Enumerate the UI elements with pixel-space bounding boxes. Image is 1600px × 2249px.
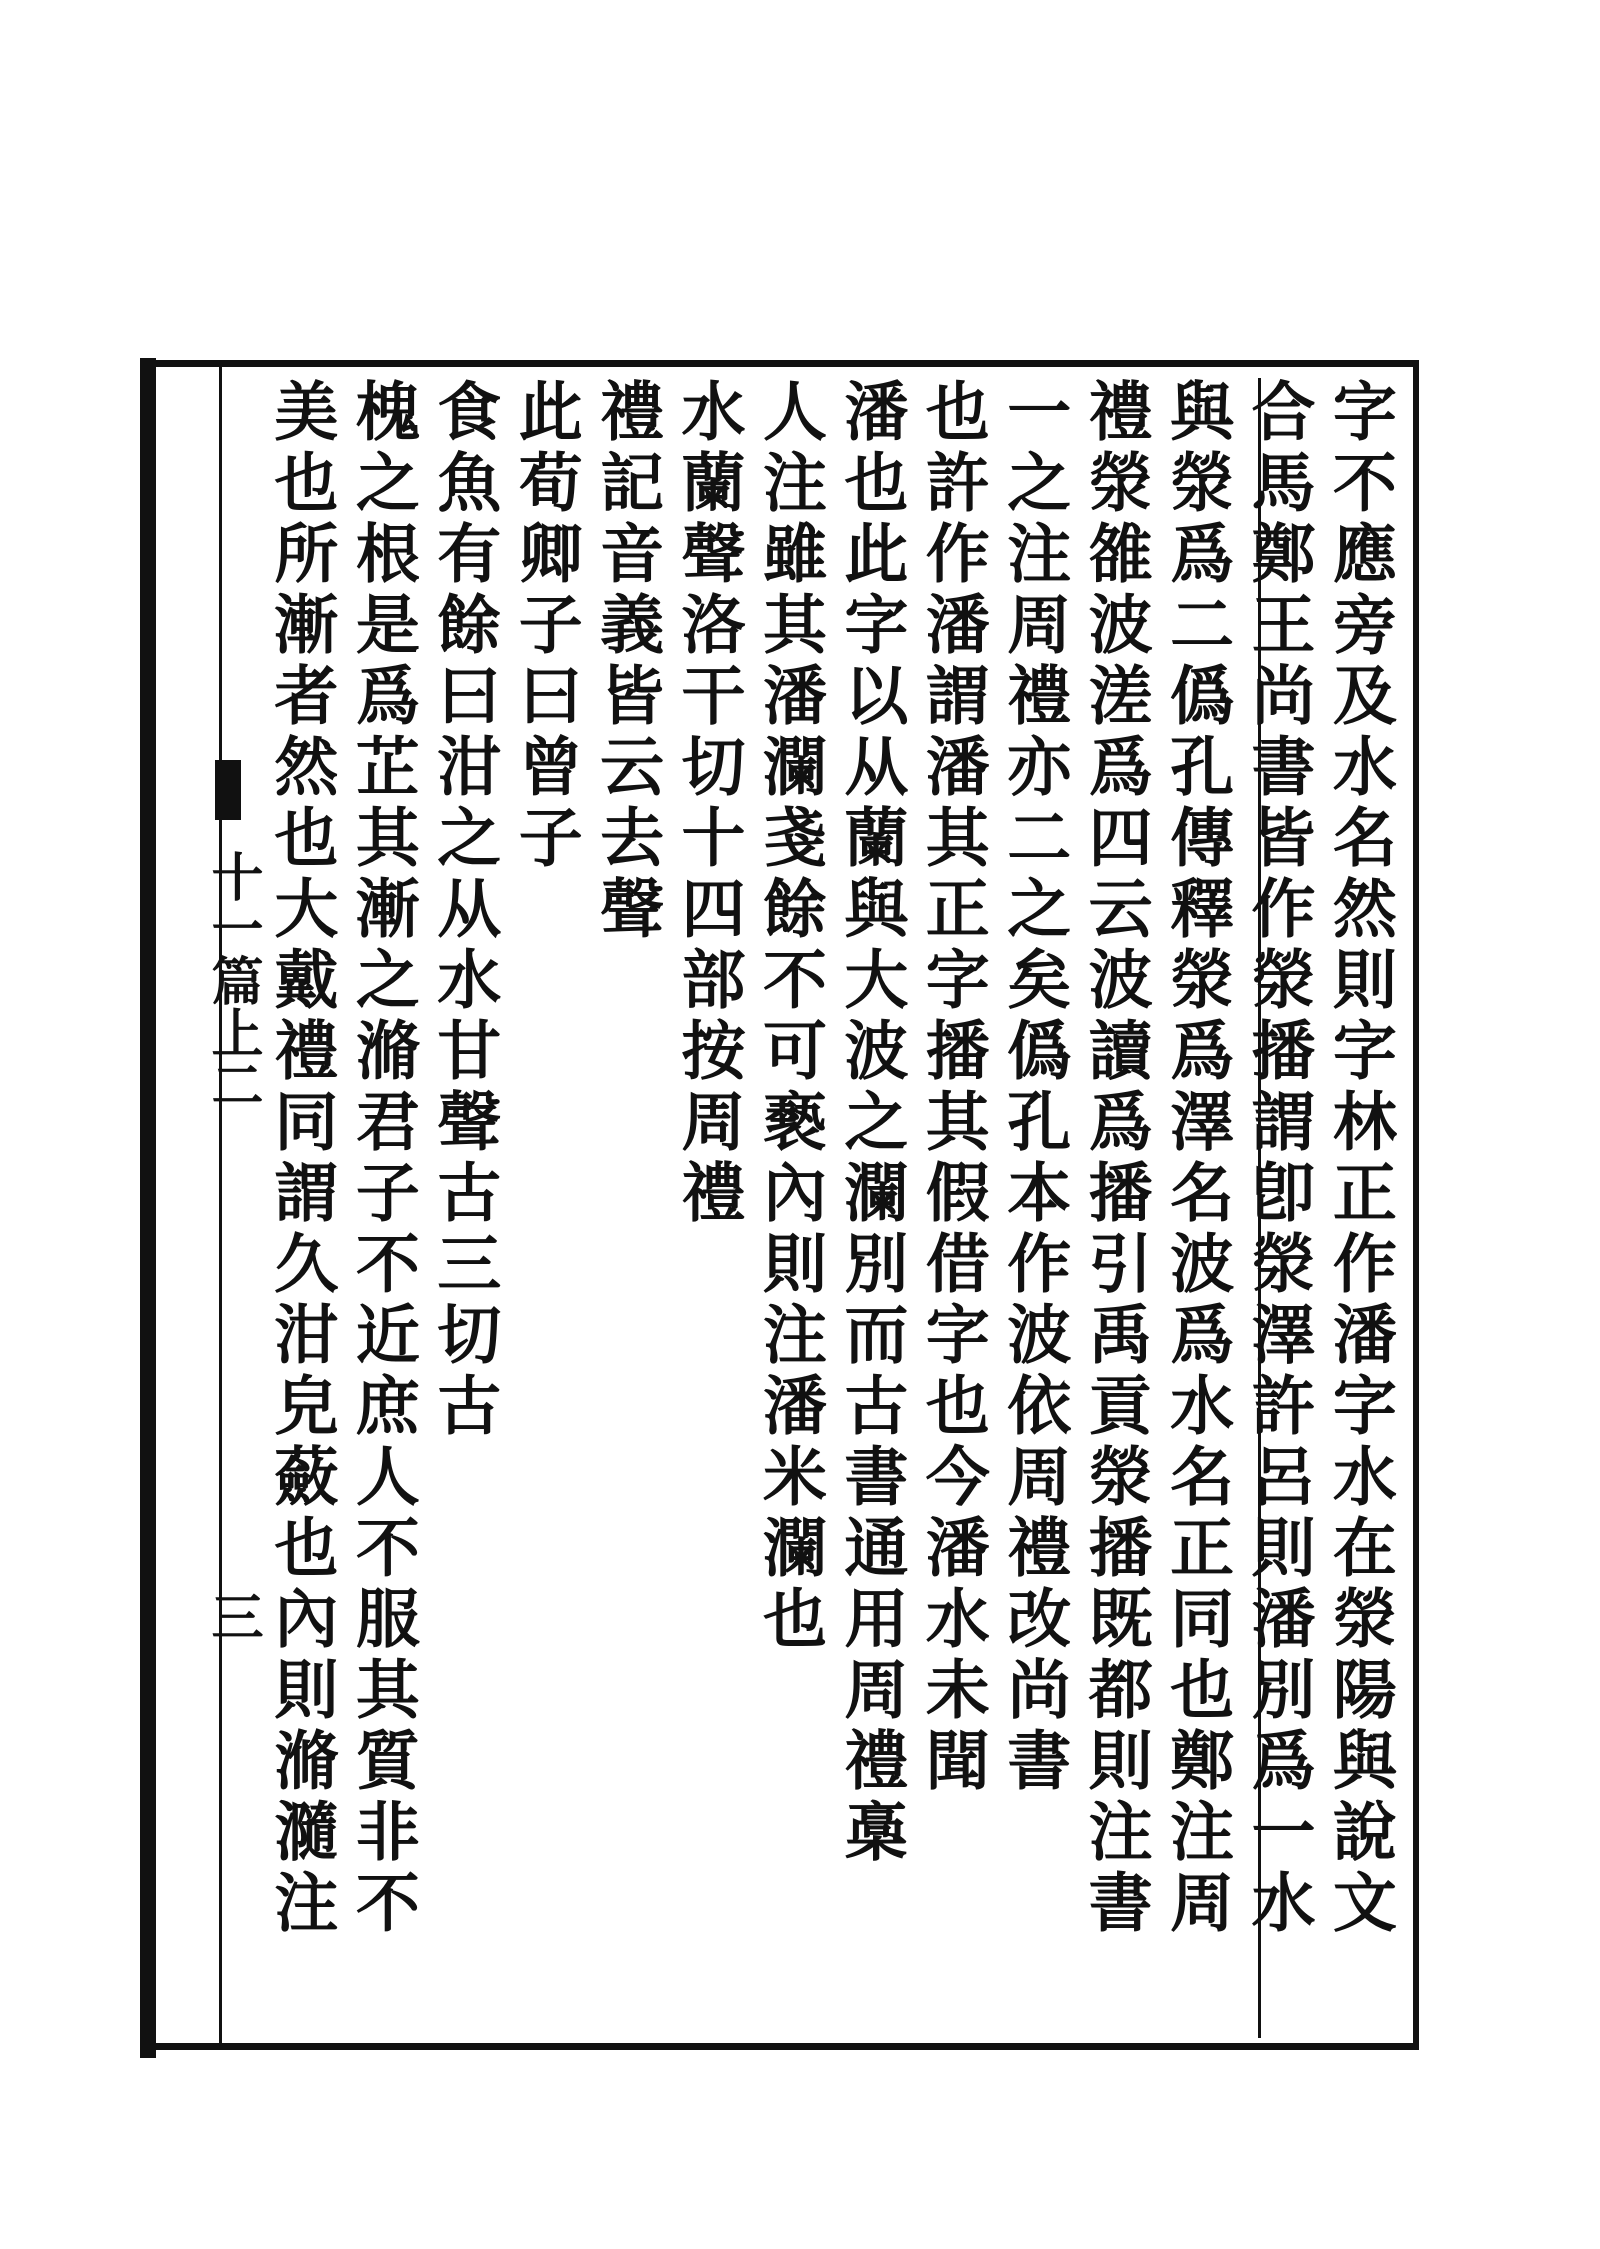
text-column: 與滎爲二僞孔傳釋滎爲澤名波爲水名正同也鄭注周 [1159,378,1235,1940]
text-column: 禮記音義皆云去聲 [589,378,665,946]
text-column: 美也所漸者然也大戴禮同謂久泔皃蘞也內則滫瀡注 [263,378,339,1940]
margin-strip [156,360,222,2050]
text-column: 合馬鄭王尚書皆作滎播謂卽滎澤許呂則潘別爲一水 [1240,378,1316,1940]
text-column: 人注雖其潘瀾戔餘不可褻內則注潘米瀾也 [751,378,827,1656]
text-column: 一之注周禮亦二之矣僞孔本作波依周禮改尚書 [996,378,1072,1798]
fold-mark [215,760,241,820]
page-number: 三 [202,1590,263,1642]
text-column: 食魚有餘曰泔之从水甘聲古三切古 [426,378,502,1443]
text-body [262,378,1402,2038]
text-column: 水蘭聲洛干切十四部按周禮 [670,378,746,1230]
text-column: 此荀卿子曰曾子 [507,378,583,875]
section-label: 十一篇上二 [202,850,263,1110]
text-column: 潘也此字以从蘭與大波之瀾別而古書通用周禮槀 [833,378,909,1869]
text-column: 字不應旁及水名然則字林正作潘字水在滎陽與說文 [1321,378,1397,1940]
text-column: 禮滎雒波溠爲四云波讀爲播引禹貢滎播既都則注書 [1077,378,1153,1940]
text-column: 也許作潘謂潘其正字播其假借字也今潘水未聞 [914,378,990,1798]
text-column: 槐之根是爲芷其漸之滫君子不近庶人不服其質非不 [344,378,420,1940]
